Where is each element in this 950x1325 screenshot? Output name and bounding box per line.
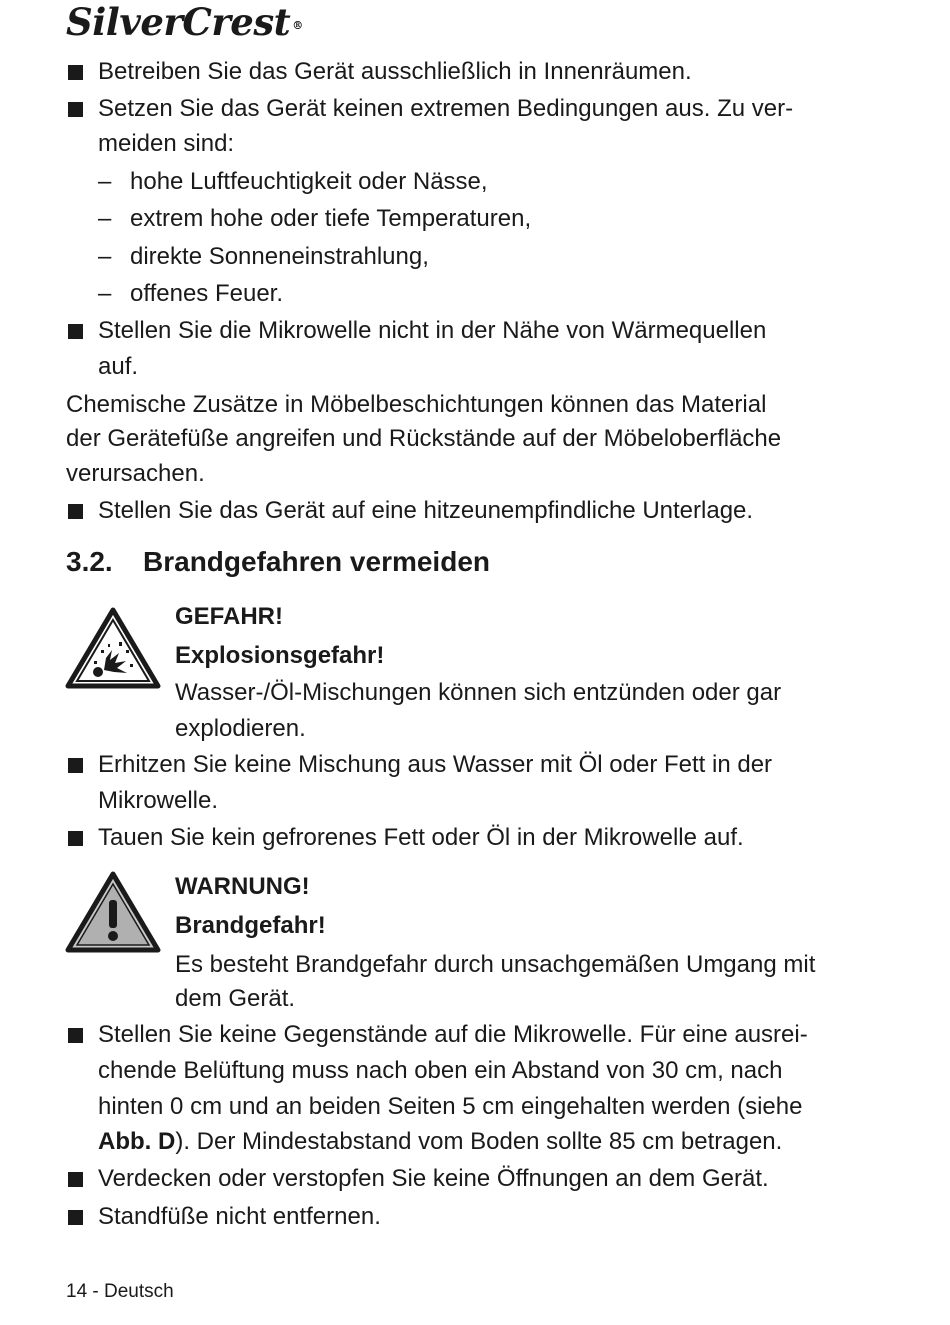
list-item: Stellen Sie die Mikrowelle nicht in der Nähe von Wärmequellen	[98, 317, 767, 344]
square-bullet-icon	[68, 758, 83, 773]
list-item: Standfüße nicht entfernen.	[98, 1203, 381, 1230]
list-item-continuation	[98, 1127, 782, 1157]
danger-text: explodieren.	[175, 715, 306, 742]
section-heading	[66, 545, 490, 579]
square-bullet-icon	[68, 504, 83, 519]
dash-bullet: –	[98, 205, 112, 232]
square-bullet-icon	[68, 65, 83, 80]
list-item-continuation: Mikrowelle.	[98, 787, 219, 814]
dash-bullet: –	[98, 280, 112, 307]
registered-mark: ®	[292, 19, 303, 32]
paragraph-line: der Gerätefüße angreifen und Rückstände auf der Möbeloberfläche	[66, 425, 782, 452]
list-item-tail: ). Der Mindestabstand vom Boden sollte 85 cm betragen.	[175, 1128, 783, 1155]
list-item: Verdecken oder verstopfen Sie keine Öffnungen an dem Gerät.	[98, 1165, 769, 1192]
list-item: Setzen Sie das Gerät keinen extremen Bedingungen aus. Zu ver-	[98, 95, 794, 122]
warning-subtitle: Brandgefahr!	[175, 912, 326, 939]
square-bullet-icon	[68, 102, 83, 117]
section-title: Brandgefahren vermeiden	[143, 546, 490, 577]
explosion-warning-icon	[64, 606, 162, 690]
brand-name: SilverCrest	[66, 0, 291, 44]
paragraph-line: Chemische Zusätze in Möbelbeschichtungen können das Material	[66, 391, 767, 418]
list-item-continuation: auf.	[98, 353, 139, 380]
list-item-continuation: meiden sind:	[98, 130, 235, 157]
list-item: Betreiben Sie das Gerät ausschließlich in Innenräumen.	[98, 58, 692, 85]
list-item-continuation: hinten 0 cm und an beiden Seiten 5 cm eingehalten werden (siehe	[98, 1093, 803, 1120]
list-item: Tauen Sie kein gefrorenes Fett oder Öl in der Mikrowelle auf.	[98, 824, 744, 851]
sublist-item: offenes Feuer.	[130, 280, 283, 307]
warning-text: Es besteht Brandgefahr durch unsachgemäßen Umgang mit	[175, 951, 816, 978]
dash-bullet: –	[98, 243, 112, 270]
square-bullet-icon	[68, 1172, 83, 1187]
exclamation-warning-icon	[64, 870, 162, 954]
brand-logo	[66, 2, 303, 42]
paragraph-line: verursachen.	[66, 460, 205, 487]
sublist-item: extrem hohe oder tiefe Temperaturen,	[130, 205, 532, 232]
danger-subtitle: Explosionsgefahr!	[175, 642, 385, 669]
sublist-item: direkte Sonneneinstrahlung,	[130, 243, 429, 270]
section-number: 3.2.	[66, 546, 113, 577]
danger-text: Wasser-/Öl-Mischungen können sich entzünden oder gar	[175, 679, 782, 706]
warning-text: dem Gerät.	[175, 985, 296, 1012]
square-bullet-icon	[68, 831, 83, 846]
sublist-item: hohe Luftfeuchtigkeit oder Nässe,	[130, 168, 488, 195]
list-item: Stellen Sie das Gerät auf eine hitzeunempfindliche Unterlage.	[98, 497, 754, 524]
list-item: Stellen Sie keine Gegenstände auf die Mikrowelle. Für eine ausrei-	[98, 1021, 808, 1048]
list-item: Erhitzen Sie keine Mischung aus Wasser mit Öl oder Fett in der	[98, 751, 773, 778]
list-item-continuation: chende Belüftung muss nach oben ein Abstand von 30 cm, nach	[98, 1057, 783, 1084]
page-footer: 14 - Deutsch	[66, 1281, 174, 1302]
danger-label: GEFAHR!	[175, 603, 283, 630]
square-bullet-icon	[68, 324, 83, 339]
figure-reference: Abb. D	[98, 1128, 176, 1155]
square-bullet-icon	[68, 1210, 83, 1225]
square-bullet-icon	[68, 1028, 83, 1043]
dash-bullet: –	[98, 168, 112, 195]
warning-label: WARNUNG!	[175, 873, 310, 900]
